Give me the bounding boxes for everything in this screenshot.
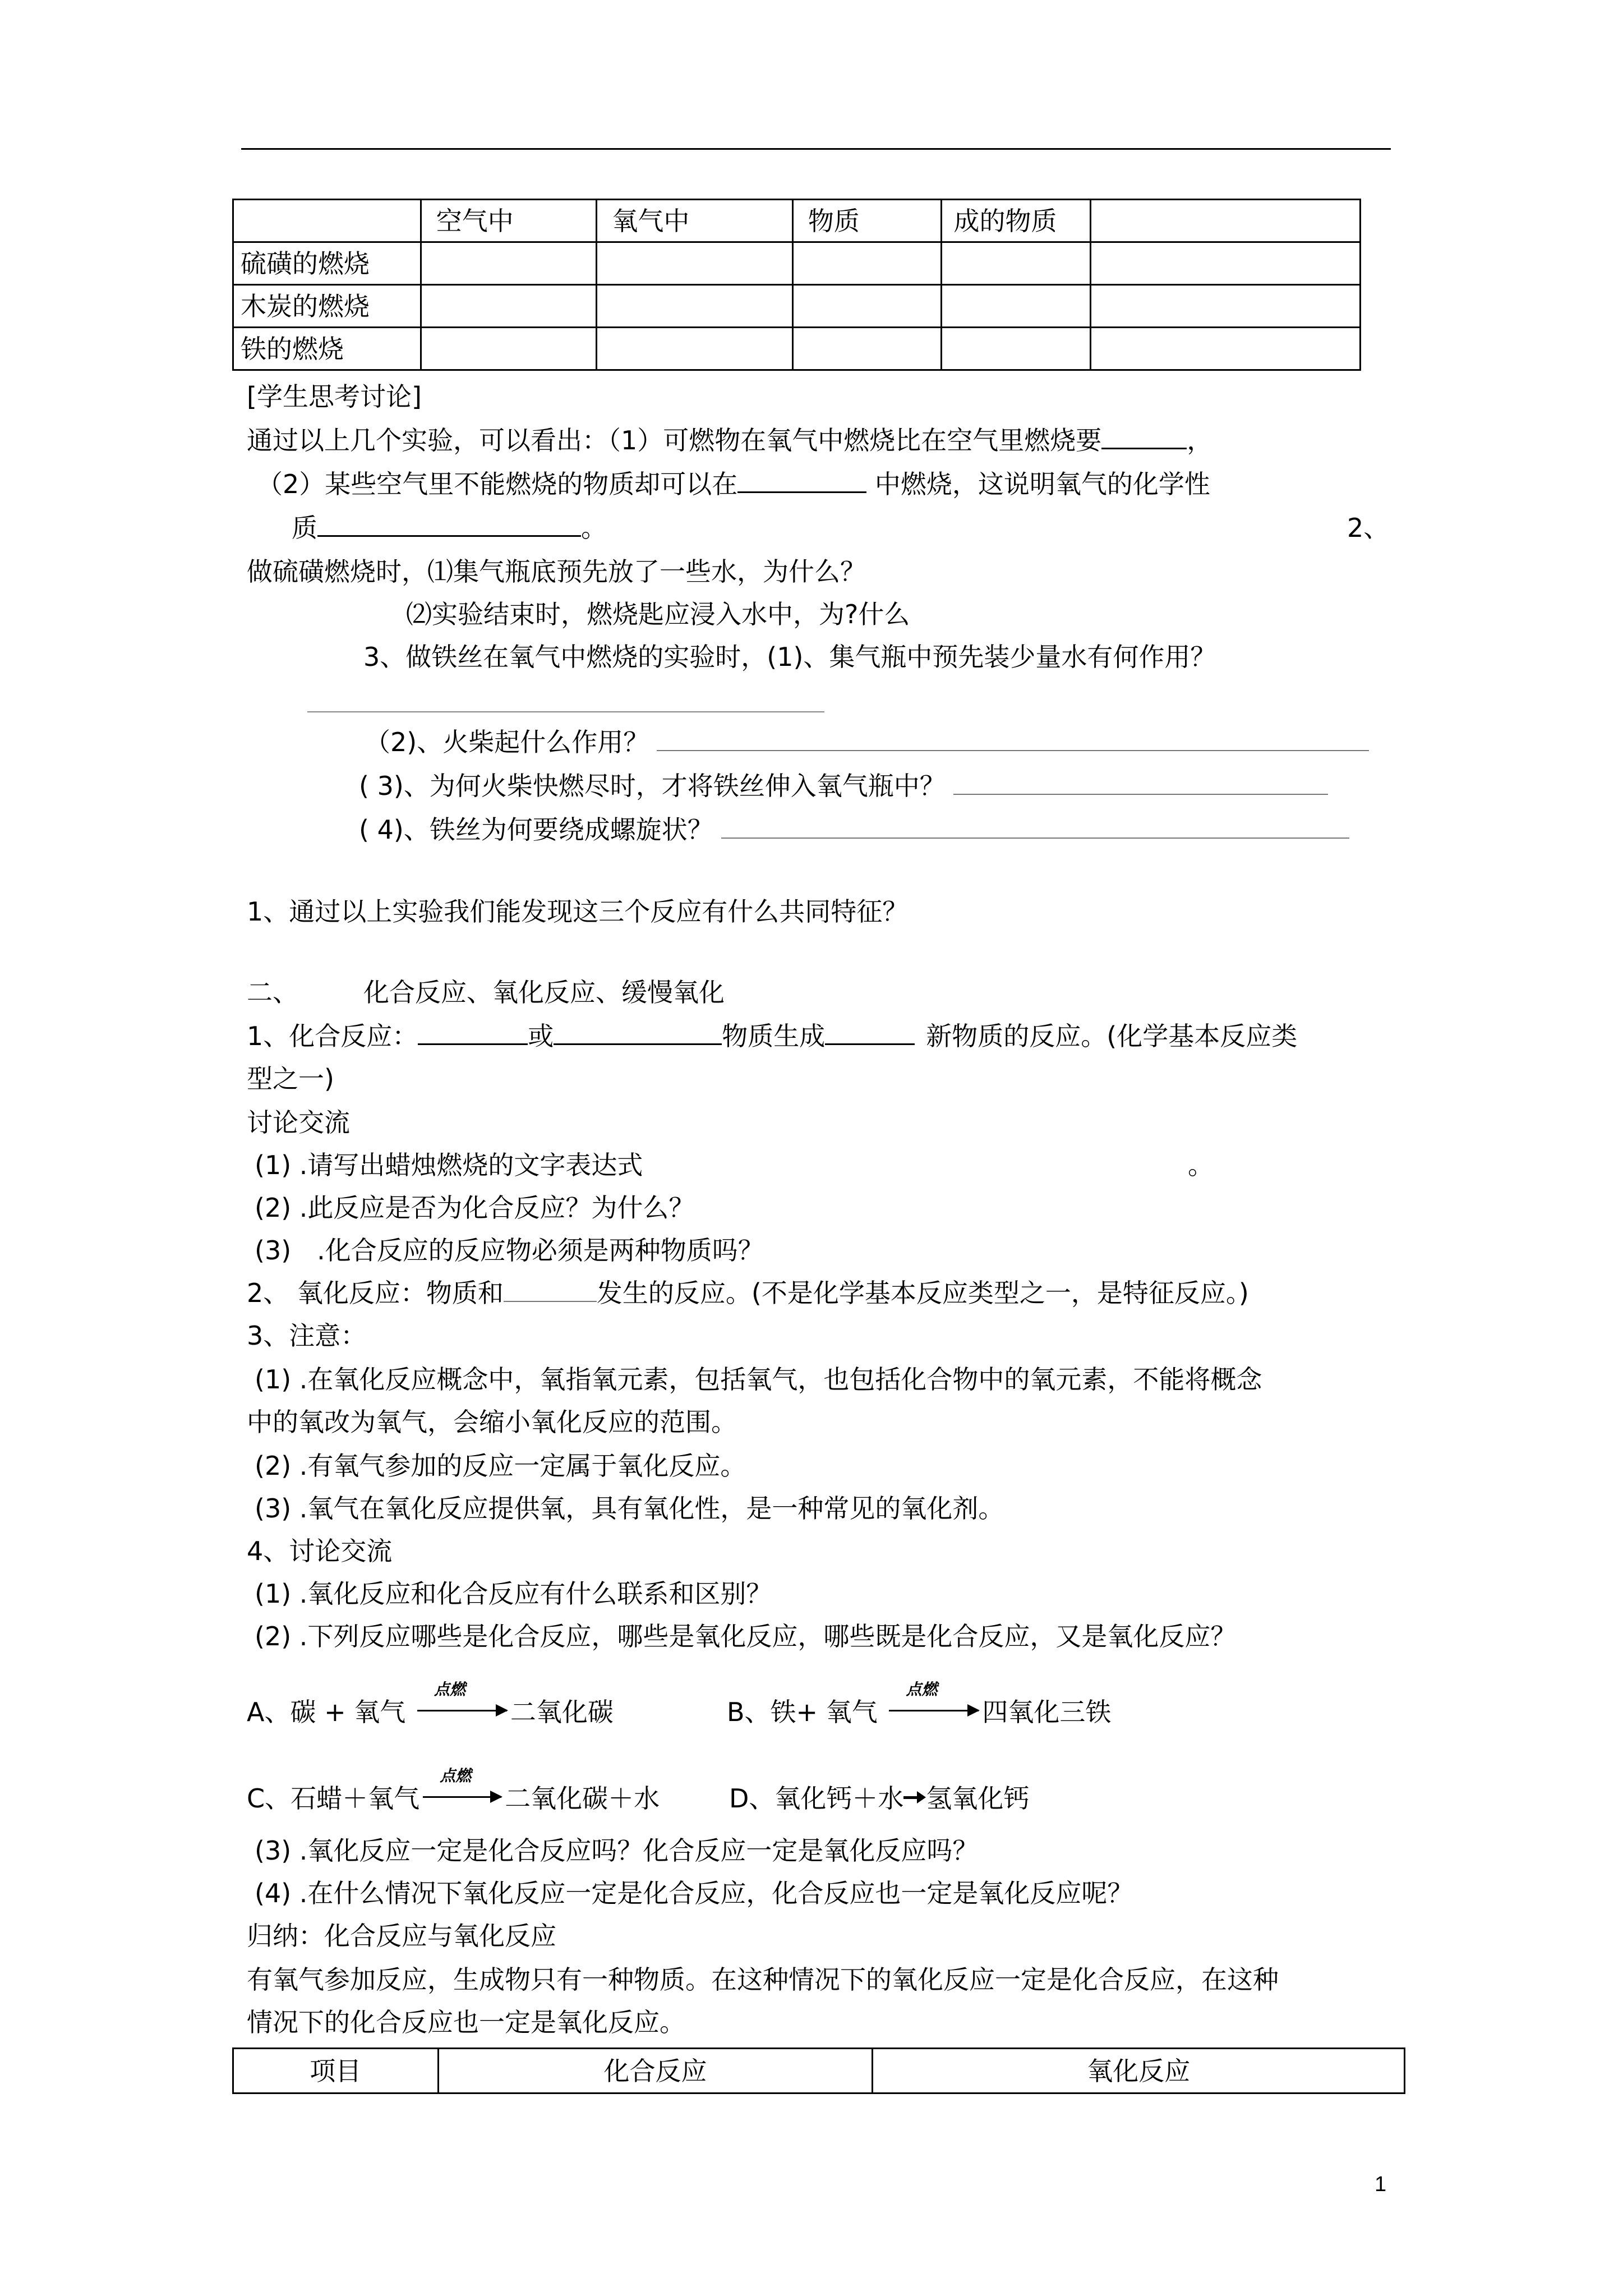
table-cell <box>942 242 1091 285</box>
table-cell: 铁的燃烧 <box>233 328 421 370</box>
summary-heading: 归纳：化合反应与氧化反应 <box>247 1921 556 1951</box>
table-cell <box>792 285 942 328</box>
def1c: 物质生成 <box>722 1021 826 1051</box>
reaction-condition: 点燃 <box>906 1680 938 1699</box>
table-cell <box>421 328 597 370</box>
discussion-heading: [学生思考讨论] <box>247 381 422 412</box>
answer-line <box>721 838 1349 839</box>
discussion-2-q4: (4) .在什么情况下氧化反应一定是化合反应，化合反应也一定是氧化反应呢？ <box>255 1878 1133 1908</box>
reaction-c-left: C、石蜡＋氧气 <box>247 1783 420 1814</box>
table-cell <box>1091 285 1361 328</box>
reaction-b <box>727 1680 1112 1727</box>
question-1: (1) .请写出蜡烛燃烧的文字表达式 <box>255 1150 643 1180</box>
discussion-line-4: 做硫磺燃烧时，⑴集气瓶底预先放了一些水，为什么？ <box>247 556 866 587</box>
reaction-d-left: D、氧化钙＋水 <box>729 1783 904 1814</box>
reaction-condition: 点燃 <box>434 1680 465 1699</box>
reaction-b-left: B、铁+ 氧气 <box>727 1697 878 1727</box>
table-header-cell: 项目 <box>233 2049 439 2093</box>
discussion-line-6: 3、做铁丝在氧气中燃烧的实验时，(1)、集气瓶中预先装少量水有何作用？ <box>363 642 1216 672</box>
common-feature-question: 1、通过以上实验我们能发现这三个反应有什么共同特征？ <box>247 896 909 927</box>
answer-line <box>307 711 824 712</box>
reaction-a <box>247 1680 614 1727</box>
note-1b: 中的氧改为氧气，会缩小氧化反应的范围。 <box>247 1407 737 1437</box>
discussion-2-q2: (2) .下列反应哪些是化合反应，哪些是氧化反应，哪些既是化合反应，又是氧化反应？ <box>255 1621 1237 1651</box>
page-number: 1 <box>1375 2173 1387 2196</box>
table-header-cell: 氧气中 <box>597 200 792 242</box>
table-header-cell <box>1091 200 1361 242</box>
discussion-2-heading: 4、讨论交流 <box>247 1536 393 1566</box>
answer-line <box>657 750 1369 751</box>
reaction-condition: 点燃 <box>440 1766 472 1785</box>
summary-line-1: 有氧气参加反应，生成物只有一种物质。在这种情况下的氧化反应一定是化合反应，在这种 <box>247 1964 1279 1995</box>
answer-blank <box>418 1043 528 1045</box>
discussion-line-2b: 中燃烧，这说明氧气的化学性 <box>866 469 1210 499</box>
answer-blank <box>1101 448 1187 449</box>
answer-blank <box>737 491 866 493</box>
table-header-cell <box>233 200 421 242</box>
combination-definition <box>247 1023 1297 1049</box>
discussion-line-3 <box>292 515 607 541</box>
answer-blank <box>504 1301 597 1302</box>
discussion-line-8-text: ( 3)、为何火柴快燃尽时，才将铁丝伸入氧气瓶中？ <box>359 771 946 801</box>
discussion-2-q1: (1) .氧化反应和化合反应有什么联系和区别？ <box>255 1579 772 1609</box>
discussion-line-1-end: ， <box>1187 425 1213 455</box>
reaction-c-right: 二氧化碳＋水 <box>505 1783 660 1814</box>
table-cell <box>792 328 942 370</box>
def1d: 新物质的反应。(化学基本反应类 <box>926 1021 1298 1051</box>
table-header-cell: 化合反应 <box>438 2049 873 2093</box>
question-3: (3) .化合反应的反应物必须是两种物质吗？ <box>255 1235 764 1266</box>
table-cell <box>597 242 792 285</box>
note-1a: (1) .在氧化反应概念中，氧指氧元素，包括氧气，也包括化合物中的氧元素，不能将概念 <box>255 1364 1262 1395</box>
table-cell <box>1091 242 1361 285</box>
def1b: 或 <box>528 1021 554 1051</box>
question-1-end: 。 <box>1188 1150 1214 1180</box>
discussion-line-3a: 质 <box>292 513 317 543</box>
discussion-line-8 <box>359 773 1328 799</box>
table-cell: 硫磺的燃烧 <box>233 242 421 285</box>
def2b: 发生的反应。(不是化学基本反应类型之一，是特征反应。) <box>596 1278 1249 1308</box>
table-header-row <box>233 2049 1405 2093</box>
discussion-line-2 <box>257 471 1210 497</box>
discussion-line-7 <box>365 729 1369 755</box>
note-3: (3) .氧气在氧化反应提供氧，具有氧化性，是一种常见的氧化剂。 <box>255 1493 1004 1524</box>
reaction-a-right: 二氧化碳 <box>510 1697 614 1727</box>
def2a: 2、 氧化反应：物质和 <box>247 1278 504 1308</box>
section-2-heading: 化合反应、氧化反应、缓慢氧化 <box>363 977 725 1007</box>
reaction-c <box>247 1766 660 1814</box>
header-rule <box>241 148 1391 150</box>
discussion-line-2a: （2）某些空气里不能燃烧的物质却可以在 <box>257 469 738 499</box>
answer-blank <box>554 1043 722 1045</box>
table-cell <box>597 328 792 370</box>
reaction-d <box>729 1782 1030 1814</box>
table-header-cell: 成的物质 <box>942 200 1091 242</box>
table-cell <box>942 328 1091 370</box>
table-cell <box>942 285 1091 328</box>
comparison-table <box>232 2047 1405 2094</box>
discussion-line-7-text: （2)、火柴起什么作用？ <box>365 727 649 757</box>
discussion-label: 讨论交流 <box>247 1107 350 1138</box>
note-heading: 3、注意： <box>247 1320 367 1351</box>
reaction-arrow-icon <box>889 1680 979 1721</box>
discussion-2-q3: (3) .氧化反应一定是化合反应吗？化合反应一定是氧化反应吗？ <box>255 1835 979 1866</box>
answer-blank <box>825 1043 915 1045</box>
table-cell <box>792 242 942 285</box>
reaction-arrow-icon <box>423 1766 501 1807</box>
def1e: 型之一) <box>247 1064 334 1094</box>
table-cell <box>1091 328 1361 370</box>
section-2-number: 二、 <box>247 977 298 1007</box>
table-header-cell: 物质 <box>792 200 942 242</box>
table-header-cell: 氧化反应 <box>873 2049 1405 2093</box>
table-header-cell: 空气中 <box>421 200 597 242</box>
reaction-a-left: A、碳 + 氧气 <box>247 1697 406 1727</box>
oxidation-definition <box>247 1280 1249 1306</box>
def1a: 1、化合反应： <box>247 1021 418 1051</box>
question-2: (2) .此反应是否为化合反应？为什么？ <box>255 1193 695 1223</box>
reaction-arrow-icon <box>903 1782 926 1807</box>
note-2: (2) .有氧气参加的反应一定属于氧化反应。 <box>255 1451 746 1481</box>
table-header-row <box>233 200 1361 242</box>
discussion-line-9 <box>359 817 1349 843</box>
reaction-arrow-icon <box>417 1680 507 1721</box>
summary-line-2: 情况下的化合反应也一定是氧化反应。 <box>247 2007 685 2037</box>
discussion-line-1 <box>247 427 1212 453</box>
reaction-b-right: 四氧化三铁 <box>982 1697 1112 1727</box>
discussion-line-9-text: ( 4)、铁丝为何要绕成螺旋状？ <box>359 815 713 845</box>
table-cell <box>597 285 792 328</box>
table-cell <box>421 242 597 285</box>
discussion-line-3b: 。 <box>581 513 607 543</box>
question-number-2: 2、 <box>1347 513 1390 543</box>
discussion-line-1-text: 通过以上几个实验，可以看出：（1）可燃物在氧气中燃烧比在空气里燃烧要 <box>247 425 1102 455</box>
answer-line <box>953 794 1328 795</box>
table-cell <box>421 285 597 328</box>
answer-blank <box>317 535 581 537</box>
table-row <box>233 328 1361 370</box>
table-row <box>233 242 1361 285</box>
table-cell: 木炭的燃烧 <box>233 285 421 328</box>
discussion-line-5: ⑵实验结束时，燃烧匙应浸入水中，为?什么 <box>406 599 910 629</box>
combustion-table <box>232 199 1361 371</box>
table-row <box>233 285 1361 328</box>
reaction-d-right: 氢氧化钙 <box>926 1783 1030 1814</box>
